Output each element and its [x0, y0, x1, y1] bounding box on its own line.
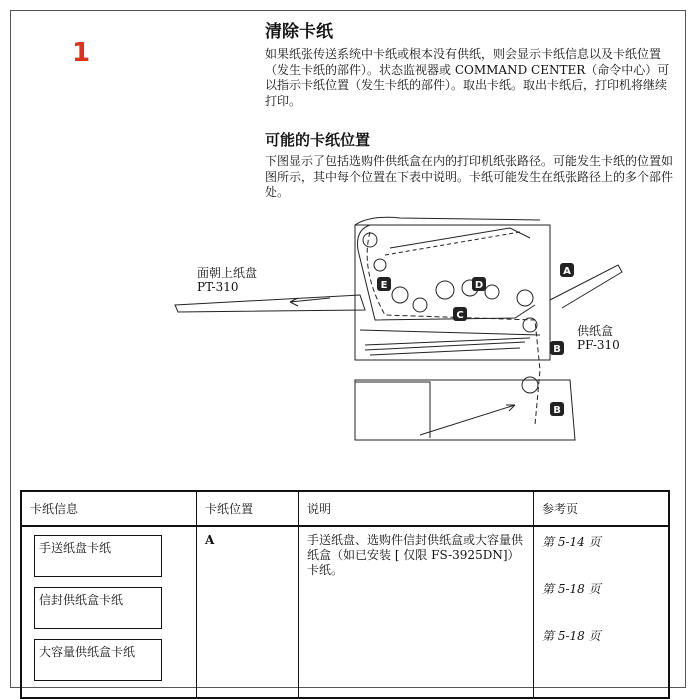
subsection-title: 可能的卡纸位置 — [265, 131, 371, 149]
reference-cell — [534, 526, 670, 698]
message-box: 大容量供纸盒卡纸 — [34, 639, 162, 681]
message-box: 手送纸盘卡纸 — [34, 535, 162, 577]
location-cell — [197, 526, 299, 698]
svg-text:C: C — [456, 310, 464, 321]
chapter-number: 1 — [72, 38, 91, 68]
header-reference: 参考页 — [534, 491, 670, 526]
section-title: 清除卡纸 — [265, 22, 333, 42]
description-cell — [299, 526, 534, 698]
header-message: 卡纸信息 — [21, 491, 197, 526]
svg-text:E: E — [380, 280, 388, 291]
location-value: A — [205, 533, 215, 547]
paper-feeder-label: 供纸盒 PF-310 — [577, 324, 620, 352]
table-row — [21, 526, 669, 698]
svg-text:B: B — [553, 405, 561, 416]
printer-paper-path-diagram — [170, 210, 630, 450]
face-up-tray-label: 面朝上纸盘 PT-310 — [197, 266, 258, 294]
reference-link[interactable]: 第 5-18 页 — [542, 582, 601, 596]
jam-table — [20, 490, 670, 699]
intro-paragraph: 如果纸张传送系统中卡纸或根本没有供纸，则会显示卡纸信息以及卡纸位置（发生卡纸的部件）。状态监视器或 COMMAND CENTER（命令中心）可以指示卡纸位置（发生卡纸的部件）。取出卡纸。取出卡纸后，打印机将继续打印。 — [265, 47, 670, 108]
header-location: 卡纸位置 — [197, 491, 299, 526]
subsection-paragraph: 下图显示了包括选购件供纸盒在内的打印机纸张路径。可能发生卡纸的位置如图所示，其中每个位置在下表中说明。卡纸可能发生在纸张路径上的多个部件处。 — [265, 154, 674, 199]
message-box: 信封供纸盒卡纸 — [34, 587, 162, 629]
table-header-row — [21, 491, 669, 526]
svg-text:B: B — [553, 344, 561, 355]
reference-link[interactable]: 第 5-14 页 — [542, 535, 601, 549]
description-text: 手送纸盘、选购件信封供纸盒或大容量供纸盒（如已安装 [ 仅限 FS-3925DN]）卡纸。 — [307, 533, 524, 577]
svg-text:A: A — [563, 266, 571, 277]
svg-text:D: D — [474, 280, 484, 291]
header-description: 说明 — [299, 491, 534, 526]
reference-link[interactable]: 第 5-18 页 — [542, 629, 601, 643]
messages-cell — [21, 526, 197, 698]
